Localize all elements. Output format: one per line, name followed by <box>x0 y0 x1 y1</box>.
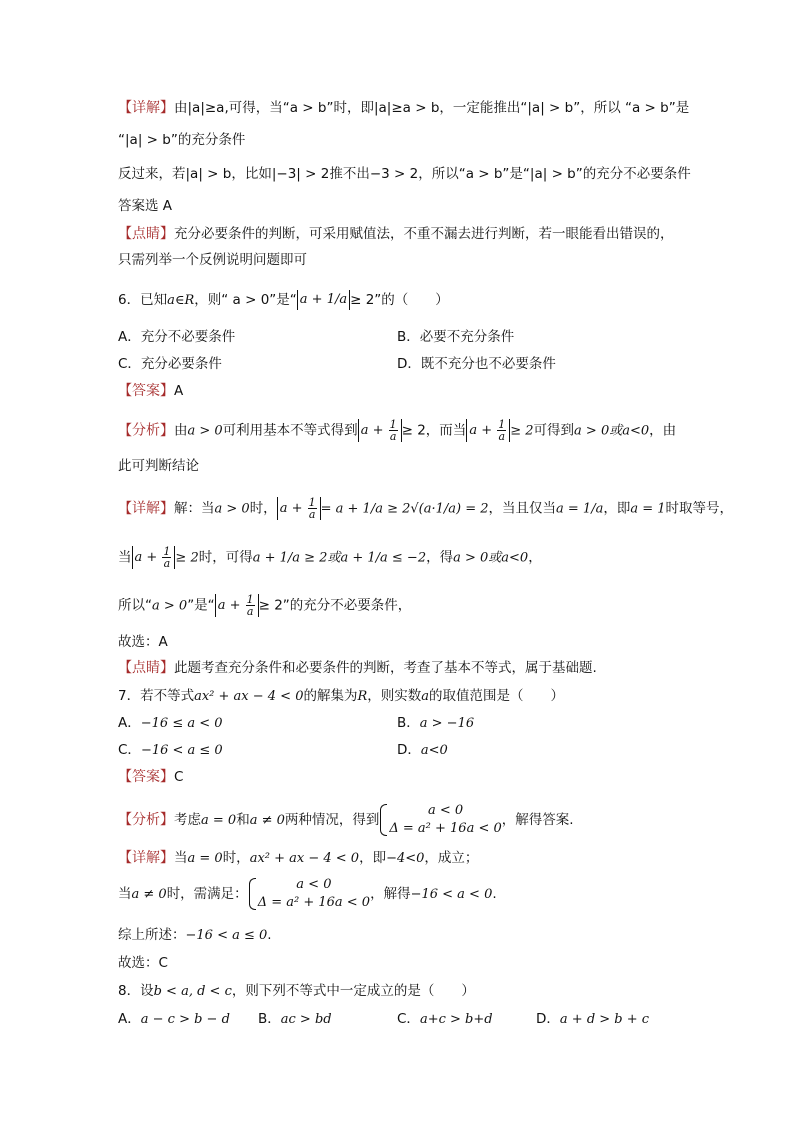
q7-option-d <box>397 740 448 761</box>
q6-stem-a: a∈R <box>167 293 195 308</box>
q8-option-c <box>397 1009 493 1030</box>
q6-detail2-c: 时，可得 <box>198 549 253 566</box>
q7-detail-b: a = 0 <box>187 851 223 866</box>
q8-option-b-letter: B． <box>258 1011 281 1027</box>
q6-detail-e: ，当且仅当 <box>488 500 557 517</box>
prev-detail-text-1: 由|a|≥a,可得，当“a > b”时，即|a|≥a > b，一定能推出“|a| > b”，所以 “a > b”是 <box>174 100 690 116</box>
q7-analysis-d: a ≠ 0 <box>249 813 285 828</box>
q7-detail-d: ax² + ax − 4 < 0 <box>249 851 360 866</box>
q6-analysis-b: a > 0 <box>187 423 223 439</box>
q6-analysis-a: 由 <box>174 422 188 439</box>
q7-answer-label: 【 答案 】 <box>118 769 174 785</box>
q7-answer-value: C <box>174 769 184 785</box>
q6-analysis-line-1 <box>118 419 676 442</box>
q7-analysis-f: ，解得答案. <box>501 812 574 828</box>
q8-stem-pre: 8．设 <box>118 983 154 999</box>
q7-summary-c: . <box>267 927 272 943</box>
q7-answer <box>118 767 183 787</box>
q6-option-d-letter: D． <box>397 356 421 372</box>
q6-detail-line-3 <box>118 594 411 617</box>
q6-stem <box>118 290 449 311</box>
q6-analysis-d: ≥ 2，而当 <box>401 422 467 439</box>
q8-option-d-letter: D． <box>536 1011 560 1027</box>
q6-detail2-a: 当 <box>118 549 132 566</box>
q6-detail-label: 【 详解 】 <box>118 501 174 517</box>
q7-choose <box>118 953 168 973</box>
q7-analysis-c: 和 <box>236 812 250 828</box>
prev-detail-line-1 <box>118 98 689 118</box>
q7-summary <box>118 925 272 946</box>
q6-detail-g: ，即 <box>603 500 631 517</box>
q7-option-b-letter: B． <box>397 715 420 731</box>
q7-option-c-letter: C． <box>118 742 141 758</box>
q7-stem-end: ，则实数 <box>367 688 422 704</box>
q6-choose-text: 故选：A <box>118 634 168 650</box>
q6-analysis-frac-2: $\frac{1}{a}$ <box>498 418 506 443</box>
q8-option-c-text: a+c > b+d <box>419 1012 493 1027</box>
q7-detail-a: 当 <box>174 850 188 866</box>
q7-option-c <box>118 740 223 761</box>
q7-option-a-letter: A． <box>118 715 141 731</box>
q6-analysis-frac-1: $\frac{1}{a}$ <box>389 418 397 443</box>
q6-detail2-f: a > 0或a<0 <box>453 550 529 566</box>
q7-detail-e: ，即 <box>359 850 387 866</box>
q7-option-c-text: −16 < a ≤ 0 <box>140 743 223 758</box>
q6-detail3-b: a > 0 <box>152 598 188 614</box>
prev-detail-text-3: 反过来，若|a| > b，比如|−3| > 2推不出−3 > 2，所以“a > b”是“|a| > b”的充分不必要条件 <box>118 166 691 182</box>
q7-analysis-label: 【 分析 】 <box>118 812 174 828</box>
q6-answer-value: A <box>174 383 184 399</box>
q6-option-a-letter: A． <box>118 329 141 345</box>
q6-detail-abs: a + $\frac{1}{a}$ <box>277 497 321 520</box>
q8-option-d-text: a + d > b + c <box>559 1012 650 1027</box>
q7-stem-r: R <box>357 689 368 704</box>
q8-stem-post: ，则下列不等式中一定成立的是（ ） <box>231 983 475 999</box>
q7-summary-b: −16 < a ≤ 0 <box>185 928 268 943</box>
q6-option-a-text: 充分不必要条件 <box>140 329 236 345</box>
q6-option-c-text: 充分必要条件 <box>140 356 222 372</box>
q8-option-a-text: a − c > b − d <box>140 1012 230 1027</box>
q7-detail-system-bottom: Δ = a² + 16a < 0 <box>257 895 371 910</box>
q6-detail2-b: ≥ 2 <box>175 550 199 566</box>
q6-stem-mid: ，则“ a > 0”是“ <box>194 292 297 308</box>
q7-option-b <box>397 713 474 734</box>
q6-detail-a: 解：当 <box>174 500 215 517</box>
q6-detail3-abs: a + $\frac{1}{a}$ <box>215 594 259 617</box>
q6-choose <box>118 632 168 652</box>
q7-detail-g: ，成立； <box>424 850 479 866</box>
q7-stem-pre: 7．若不等式 <box>118 688 195 704</box>
q7-detail2-e: −16 < a < 0 <box>410 887 493 902</box>
q6-detail-line-1 <box>118 497 733 520</box>
q7-detail2-b: a ≠ 0 <box>131 887 167 902</box>
prev-detail-line-3 <box>118 164 691 184</box>
q7-stem-post: 的解集为 <box>303 688 358 704</box>
q6-stem-abs <box>297 290 350 310</box>
prev-detail-line-2 <box>118 130 245 150</box>
q7-detail-f: −4<0 <box>386 851 425 866</box>
q6-detail-h: a = 1 <box>630 501 666 517</box>
q6-analysis-label: 【 分析 】 <box>118 423 174 439</box>
q6-option-d-text: 既不充分也不必要条件 <box>420 356 556 372</box>
q6-detail2-abs: a + $\frac{1}{a}$ <box>132 546 176 569</box>
q6-answer <box>118 381 183 401</box>
q6-stem-abs-text: a + 1/a <box>299 292 348 307</box>
q6-detail3-a: 所以“ <box>118 597 152 614</box>
q6-detail2-frac: $\frac{1}{a}$ <box>163 545 171 570</box>
q6-detail3-c: ”是“ <box>187 597 215 614</box>
detail-label: 【 详解 】 <box>118 100 174 116</box>
q7-detail2-c: 时，需满足： <box>166 886 248 902</box>
q7-detail2-a: 当 <box>118 886 132 902</box>
q6-detail3-d: ≥ 2”的充分不必要条件， <box>258 597 412 614</box>
q8-option-d <box>536 1009 649 1030</box>
q7-stem-tail: 的取值范围是（ ） <box>429 688 565 704</box>
q7-detail-line-2 <box>118 874 497 915</box>
q8-option-a-letter: A． <box>118 1011 141 1027</box>
q6-detail-f: a = 1/a <box>556 501 604 517</box>
q7-option-d-letter: D． <box>397 742 421 758</box>
q6-insight <box>118 658 597 678</box>
q7-analysis-b: a = 0 <box>201 813 237 828</box>
q6-detail2-d: a + 1/a ≥ 2或a + 1/a ≤ −2 <box>252 550 427 566</box>
q6-analysis-g: a > 0或a<0 <box>574 423 650 439</box>
q7-detail2-f: . <box>492 886 497 902</box>
q7-option-a-text: −16 ≤ a < 0 <box>140 716 223 731</box>
q6-detail-i: 时取等号， <box>665 500 734 517</box>
q6-option-c-letter: C． <box>118 356 141 372</box>
q6-insight-label: 【 点睛 】 <box>118 660 174 676</box>
q6-detail-b: a > 0 <box>214 501 250 517</box>
q7-analysis-e: 两种情况，得到 <box>284 812 380 828</box>
prev-insight-text-2: 只需列举一个反例说明问题即可 <box>118 252 307 268</box>
q7-option-b-text: a > −16 <box>419 716 475 731</box>
q7-option-d-text: a<0 <box>420 743 448 758</box>
q8-stem-expr: b < a, d < c <box>153 984 232 999</box>
q6-answer-label: 【 答案 】 <box>118 383 174 399</box>
q8-option-b-text: ac > bd <box>280 1012 332 1027</box>
q6-detail-frac: $\frac{1}{a}$ <box>308 496 316 521</box>
q7-detail-c: 时， <box>222 850 250 866</box>
q6-analysis-abs-1: a + $\frac{1}{a}$ <box>358 419 402 442</box>
q6-option-b-letter: B． <box>397 329 420 345</box>
q8-option-b <box>258 1009 332 1030</box>
q8-option-a <box>118 1009 230 1030</box>
prev-insight-line-1 <box>118 224 674 244</box>
q7-detail-label: 【 详解 】 <box>118 850 174 866</box>
prev-insight-text-1: 充分必要条件的判断，可采用赋值法，不重不漏去进行判断，若一眼能看出错误的， <box>174 226 674 242</box>
q6-detail2-g: ， <box>528 549 542 566</box>
q6-detail3-frac: $\frac{1}{a}$ <box>246 593 254 618</box>
q7-stem-a: a <box>421 689 430 704</box>
q6-detail-d: = a + 1/a ≥ 2√(a·1/a) = 2 <box>320 501 489 517</box>
q7-option-a <box>118 713 223 734</box>
q7-detail-system-top: a < 0 <box>296 877 332 892</box>
q8-option-c-letter: C． <box>397 1011 420 1027</box>
insight-label: 【 点睛 】 <box>118 226 174 242</box>
q7-analysis-a: 考虑 <box>174 812 201 828</box>
q6-stem-ge: ≥ 2”的（ ） <box>350 292 449 308</box>
prev-answer-line <box>118 196 172 216</box>
q7-summary-a: 综上所述： <box>118 927 186 943</box>
q6-analysis-h: ，由 <box>649 422 677 439</box>
q6-detail2-e: ，得 <box>426 549 454 566</box>
q6-insight-text: 此题考查充分条件和必要条件的判断，考查了基本不等式，属于基础题. <box>174 660 597 676</box>
q6-stem-pre: 6．已知 <box>118 292 168 308</box>
q6-analysis-f: 可得到 <box>533 422 575 439</box>
q6-option-b <box>397 327 514 347</box>
q6-analysis-line-2 <box>118 456 199 476</box>
prev-answer-text: 答案选 A <box>118 198 173 214</box>
q7-detail-system <box>248 876 370 912</box>
q6-analysis-c: 可利用基本不等式得到 <box>222 422 358 439</box>
q6-detail-line-2 <box>118 546 542 569</box>
q7-system-top: a < 0 <box>427 803 464 818</box>
q7-choose-text: 故选：C <box>118 955 168 971</box>
q6-option-c <box>118 354 222 374</box>
prev-insight-line-2 <box>118 250 307 270</box>
q8-stem <box>118 981 475 1002</box>
q7-analysis <box>118 800 574 841</box>
q7-analysis-system <box>379 802 501 838</box>
q7-system-bottom: Δ = a² + 16a < 0 <box>389 821 502 836</box>
q6-option-d <box>397 354 556 374</box>
q7-stem <box>118 686 564 707</box>
q6-analysis-abs-2: a + $\frac{1}{a}$ <box>466 419 510 442</box>
q7-detail2-d: ，解得 <box>370 886 411 902</box>
q6-detail-c: 时， <box>249 500 277 517</box>
q7-stem-expr: ax² + ax − 4 < 0 <box>194 689 304 704</box>
q6-analysis-e: ≥ 2 <box>510 423 534 439</box>
prev-detail-text-2: “|a| > b”的充分条件 <box>118 132 246 148</box>
q6-option-a <box>118 327 235 347</box>
q6-analysis-l2: 此可判断结论 <box>118 458 199 474</box>
q6-option-b-text: 必要不充分条件 <box>419 329 515 345</box>
q7-detail-line-1 <box>118 848 478 869</box>
